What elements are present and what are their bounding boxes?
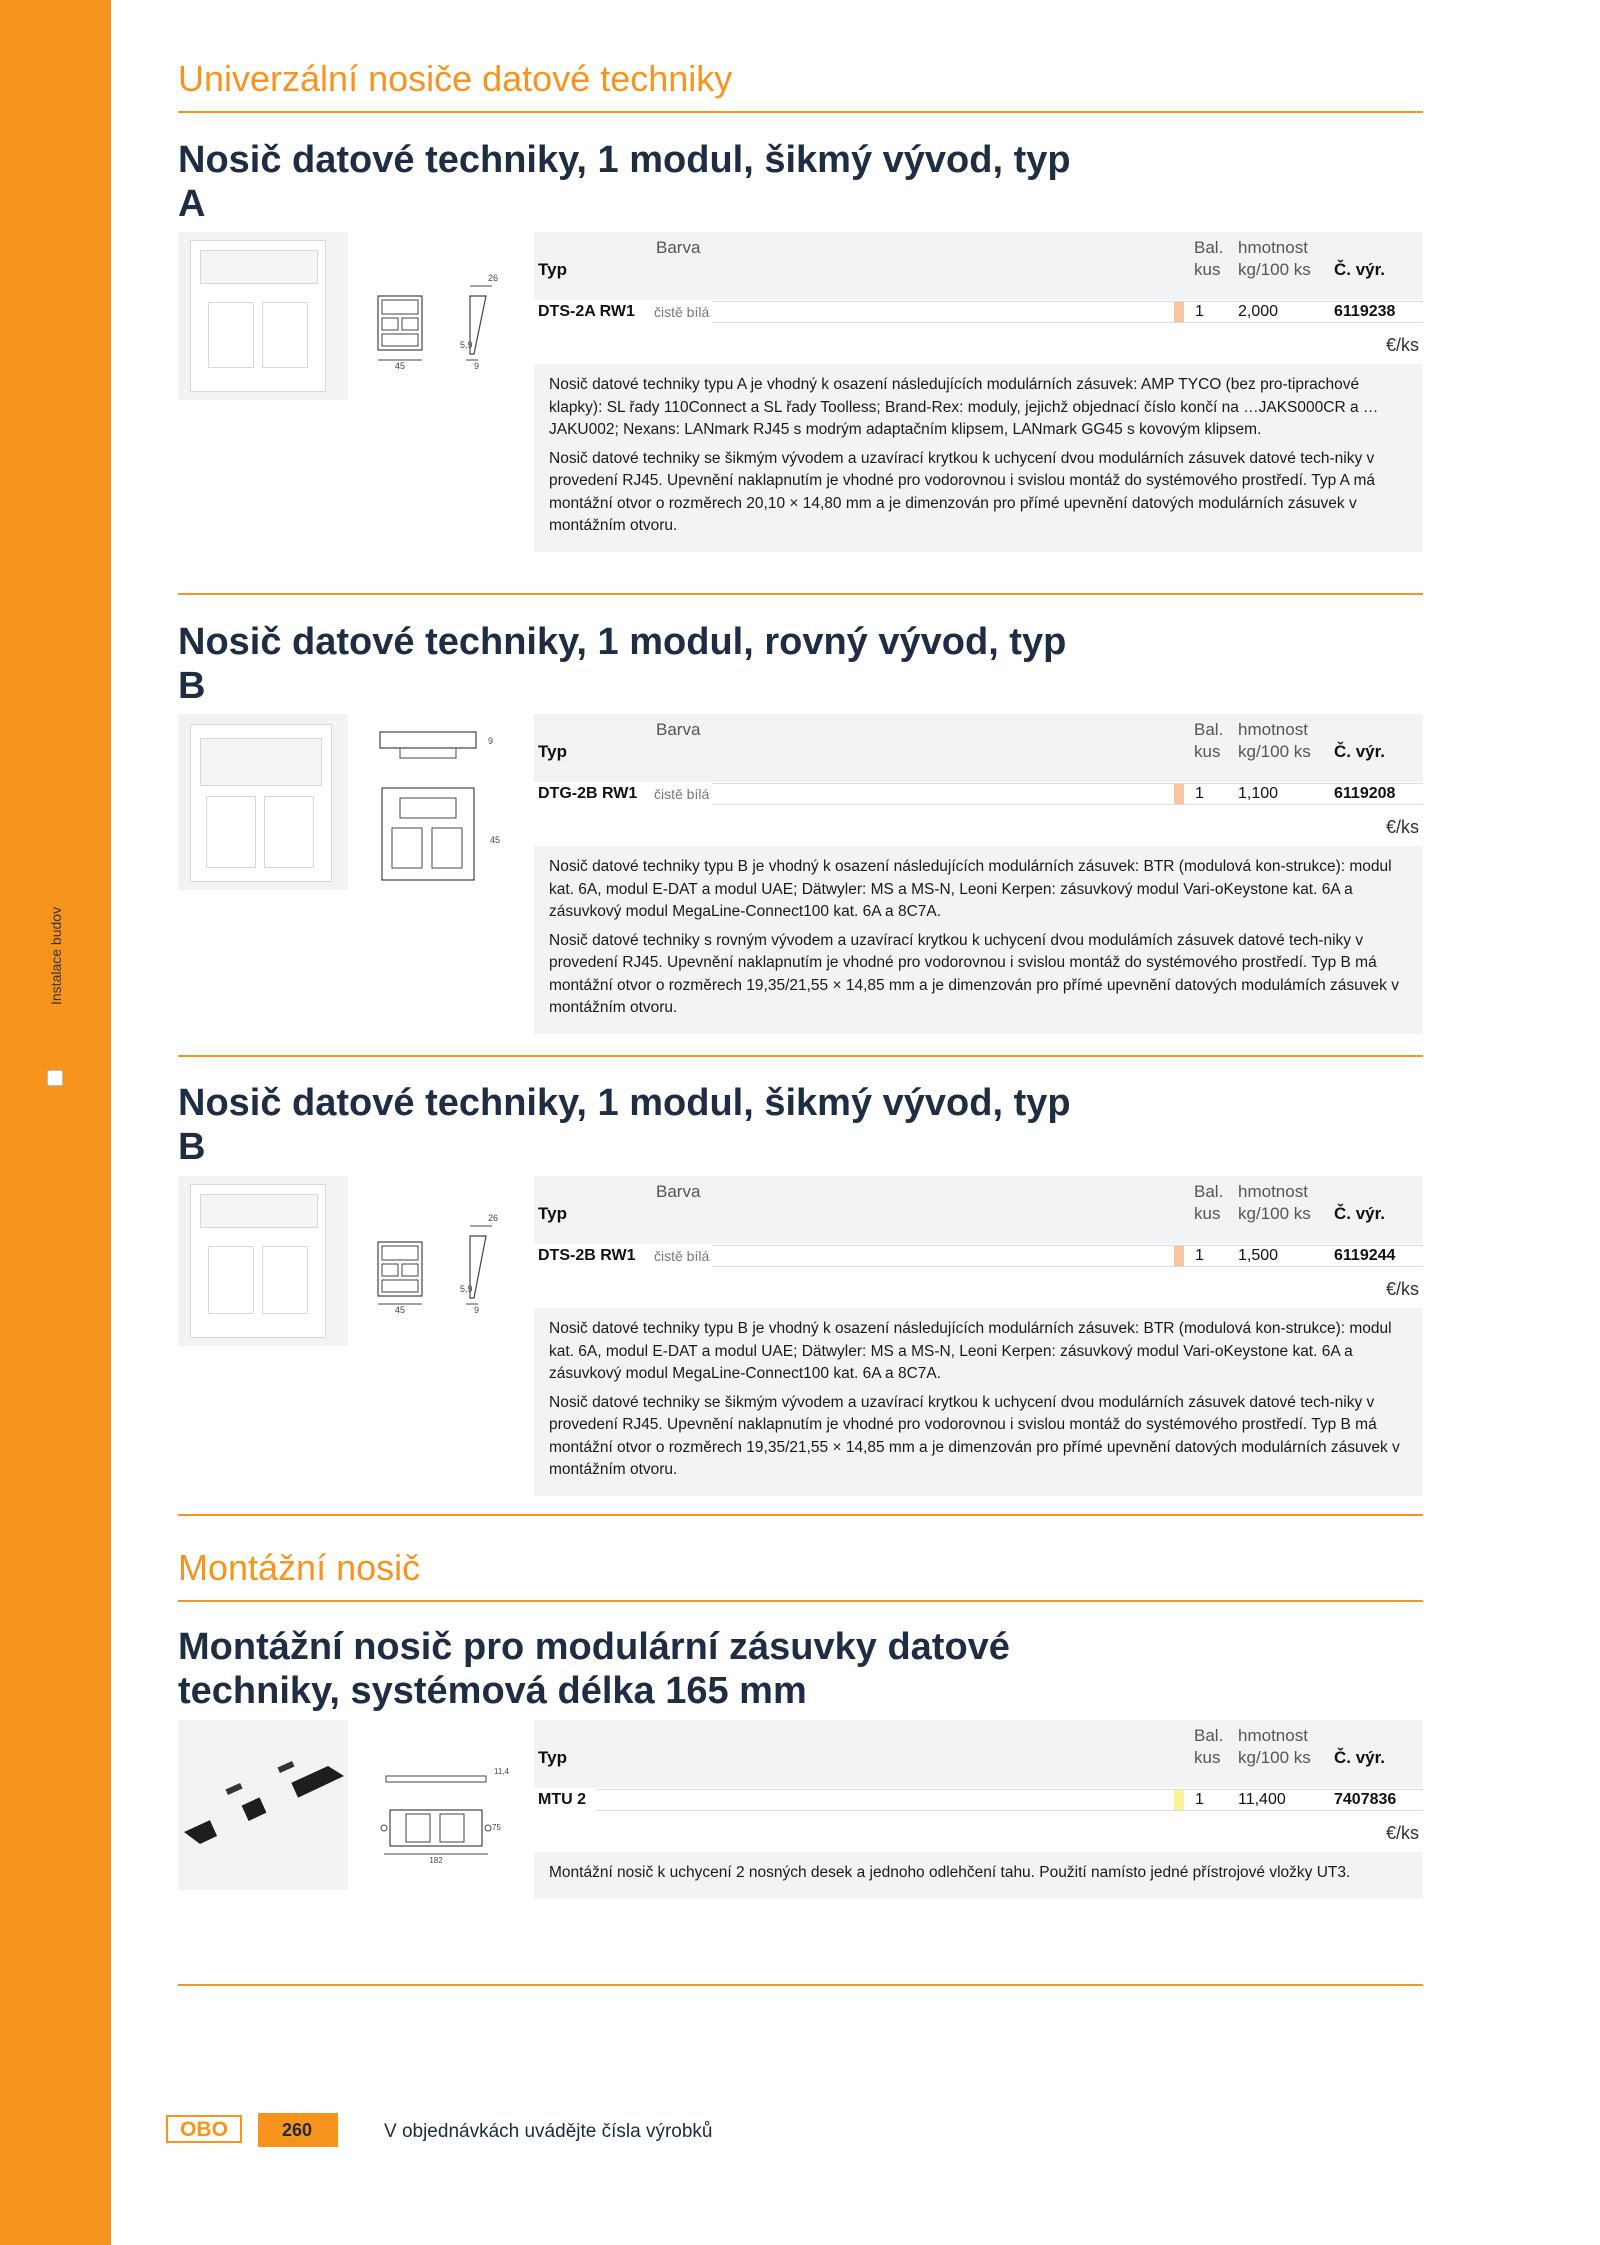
product-table bbox=[534, 232, 1423, 552]
header-kg: kg/100 ks bbox=[1238, 260, 1311, 279]
dim-label: 45 bbox=[490, 835, 501, 845]
product-color: čistě bílá bbox=[654, 304, 710, 320]
product-weight: 1,500 bbox=[1238, 1247, 1279, 1264]
table-row bbox=[534, 300, 1423, 323]
header-hmotnost: hmotnost bbox=[1238, 1182, 1308, 1201]
product-code: DTS-2B RW1 bbox=[538, 1247, 636, 1264]
header-cvyr: Č. výr. bbox=[1334, 260, 1386, 279]
description-paragraph: Nosič datové techniky se šikmým vývodem a uzavírací krytkou k uchycení dvou modulárních zásuvek datové tech-niky v provedení RJ45. Upevnění naklapnutím je vhodné pro vodorovnou i svislou montáž do systémového prostředí. Typ B má montážní otvor o rozměrech 19,35/21,55 × 14,85 mm a je dimenzován pro přímé upevnění datových modulárních zásuvek v montážním otvoru. bbox=[549, 1393, 1400, 1478]
row-fill bbox=[596, 1789, 1423, 1811]
header-bal: Bal. bbox=[1194, 1726, 1224, 1745]
header-bal: Bal. bbox=[1194, 720, 1224, 739]
technical-drawing bbox=[370, 1208, 510, 1318]
table-header bbox=[534, 714, 1423, 782]
dim-label: 75 bbox=[492, 1823, 501, 1832]
table-header bbox=[534, 232, 1423, 300]
color-swatch bbox=[1174, 784, 1184, 804]
section-divider bbox=[178, 1600, 1423, 1602]
table-row bbox=[534, 782, 1423, 805]
product-description bbox=[534, 846, 1423, 1034]
description-paragraph: Montážní nosič k uchycení 2 nosných desek a jednoho odlehčení tahu. Použití namísto jedné přístrojové vložky UT3. bbox=[549, 1864, 1351, 1881]
header-hmotnost: hmotnost bbox=[1238, 720, 1308, 739]
page-number: 260 bbox=[258, 2113, 338, 2147]
sidebar-band bbox=[0, 0, 111, 2245]
product-title: Nosič datové techniky, 1 modul, šikmý vývod, typ A bbox=[178, 139, 1071, 225]
product-code: DTG-2B RW1 bbox=[538, 785, 638, 802]
header-typ: Typ bbox=[538, 260, 567, 279]
header-bal: Bal. bbox=[1194, 238, 1224, 257]
description-paragraph: Nosič datové techniky typu B je vhodný k osazení následujících modulárních zásuvek: BTR (modulová kon-strukce): modul kat. 6A, modul E-DAT a modul UAE; Dätwyler: MS a MS-N, Leoni Kerpen: zásuvkový modul Vari-oKeystone kat. 6A a zásuvkový modul MegaLine-Connect100 kat. 6A a 8C7A. bbox=[549, 858, 1392, 920]
price-unit: €/ks bbox=[1385, 1823, 1419, 1843]
color-swatch bbox=[1174, 1246, 1184, 1266]
product-description bbox=[534, 1308, 1423, 1496]
section-divider bbox=[178, 1514, 1423, 1516]
product-description bbox=[534, 1852, 1423, 1899]
color-swatch bbox=[1174, 302, 1184, 322]
building-icon bbox=[47, 1070, 63, 1086]
product-weight: 1,100 bbox=[1238, 785, 1279, 802]
product-weight: 2,000 bbox=[1238, 303, 1279, 320]
dim-label: 9 bbox=[474, 1305, 480, 1315]
header-cvyr: Č. výr. bbox=[1334, 1204, 1386, 1223]
dim-label: 9 bbox=[474, 361, 480, 371]
sidebar-label: Instalace budov bbox=[48, 906, 64, 1005]
section-title-mount: Montážní nosič bbox=[178, 1547, 421, 1588]
header-kus: kus bbox=[1194, 742, 1221, 761]
header-typ: Typ bbox=[538, 1204, 567, 1223]
product-color: čistě bílá bbox=[654, 1248, 710, 1264]
section-divider bbox=[178, 593, 1423, 595]
header-kus: kus bbox=[1194, 1204, 1221, 1223]
product-qty: 1 bbox=[1195, 1247, 1204, 1264]
header-barva: Barva bbox=[656, 1182, 701, 1201]
color-swatch bbox=[1174, 1790, 1184, 1810]
product-code: MTU 2 bbox=[538, 1791, 586, 1808]
technical-drawing bbox=[370, 718, 510, 888]
header-typ: Typ bbox=[538, 1748, 567, 1767]
header-typ: Typ bbox=[538, 742, 567, 761]
row-fill bbox=[712, 301, 1423, 323]
dim-label: 9 bbox=[488, 736, 494, 746]
product-weight: 11,400 bbox=[1238, 1791, 1286, 1808]
product-number: 6119238 bbox=[1334, 303, 1396, 320]
table-row bbox=[534, 1244, 1423, 1267]
header-barva: Barva bbox=[656, 238, 701, 257]
product-qty: 1 bbox=[1195, 1791, 1204, 1808]
dim-label: 45 bbox=[394, 1305, 406, 1315]
product-code: DTS-2A RW1 bbox=[538, 303, 635, 320]
header-bal: Bal. bbox=[1194, 1182, 1224, 1201]
product-photo bbox=[178, 1720, 348, 1890]
dim-label: 5,9 bbox=[460, 1284, 473, 1294]
section-title-universal: Univerzální nosiče datové techniky bbox=[178, 58, 733, 99]
header-cvyr: Č. výr. bbox=[1334, 742, 1386, 761]
section-divider bbox=[178, 1984, 1423, 1986]
product-qty: 1 bbox=[1195, 785, 1204, 802]
header-barva: Barva bbox=[656, 720, 701, 739]
product-color: čistě bílá bbox=[654, 786, 710, 802]
header-hmotnost: hmotnost bbox=[1238, 1726, 1308, 1745]
price-unit: €/ks bbox=[1385, 817, 1419, 837]
header-kus: kus bbox=[1194, 1748, 1221, 1767]
product-photo bbox=[178, 714, 348, 890]
dim-label: 45 bbox=[394, 361, 406, 371]
description-paragraph: Nosič datové techniky se šikmým vývodem a uzavírací krytkou k uchycení dvou modulárních zásuvek datové tech-niky v provedení RJ45. Upevnění naklapnutím je vhodné pro vodorovnou i svislou montáž do systémového prostředí. Typ A má montážní otvor o rozměrech 20,10 × 14,80 mm a je dimenzován pro přímé upevnění datových modulárních zásuvek v montážním otvoru. bbox=[549, 449, 1375, 534]
row-fill bbox=[712, 1245, 1423, 1267]
product-photo bbox=[178, 1176, 348, 1346]
dim-label: 182 bbox=[429, 1856, 443, 1865]
product-table bbox=[534, 714, 1423, 1034]
header-kg: kg/100 ks bbox=[1238, 1204, 1311, 1223]
technical-drawing bbox=[370, 268, 510, 378]
product-qty: 1 bbox=[1195, 303, 1204, 320]
description-paragraph: Nosič datové techniky typu B je vhodný k osazení následujících modulárních zásuvek: BTR (modulová kon-strukce): modul kat. 6A, modul E-DAT a modul UAE; Dätwyler: MS a MS-N, Leoni Kerpen: zásuvkový modul Vari-oKeystone kat. 6A a zásuvkový modul MegaLine-Connect100 kat. 6A a 8C7A. bbox=[549, 1320, 1392, 1382]
dim-label: 5,9 bbox=[460, 340, 473, 350]
product-description bbox=[534, 364, 1423, 552]
product-number: 7407836 bbox=[1334, 1791, 1397, 1808]
product-number: 6119244 bbox=[1334, 1247, 1396, 1264]
row-fill bbox=[712, 783, 1423, 805]
product-title: Nosič datové techniky, 1 modul, šikmý vývod, typ B bbox=[178, 1082, 1071, 1168]
table-header bbox=[534, 1176, 1423, 1244]
technical-drawing bbox=[380, 1748, 509, 1868]
dim-label: 26 bbox=[488, 1213, 499, 1223]
product-table bbox=[534, 1176, 1423, 1496]
header-kus: kus bbox=[1194, 260, 1221, 279]
product-photo bbox=[178, 232, 348, 400]
section-divider bbox=[178, 1055, 1423, 1057]
description-paragraph: Nosič datové techniky typu A je vhodný k osazení následujících modulárních zásuvek: AMP TYCO (bez pro-tiprachové klapky): SL řady 110Connect a SL řady Toolless; Brand-Rex: moduly, jejichž objednací číslo končí na …JAKS000CR a …JAKU002; Nexans: LANmark RJ45 s modrým adaptačním klipsem, LANmark GG45 s kovovým klipsem. bbox=[549, 376, 1379, 438]
table-header bbox=[534, 1720, 1423, 1788]
product-table bbox=[534, 1720, 1423, 1899]
obo-logo bbox=[166, 2115, 242, 2143]
dim-label: 11,4 bbox=[494, 1767, 509, 1776]
header-hmotnost: hmotnost bbox=[1238, 238, 1308, 257]
header-cvyr: Č. výr. bbox=[1334, 1748, 1386, 1767]
header-kg: kg/100 ks bbox=[1238, 742, 1311, 761]
dim-label: 26 bbox=[488, 273, 499, 283]
section-divider bbox=[178, 111, 1423, 113]
mounting-frame-image bbox=[178, 1720, 348, 1890]
description-paragraph: Nosič datové techniky s rovným vývodem a uzavírací krytkou k uchycení dvou modulámích zásuvek datové tech-niky v provedení RJ45. Upevnění naklapnutím je vhodné pro vodorovnou i svislou montáž do systémového prostředí. Typ B má montážní otvor o rozměrech 19,35/21,55 × 14,85 mm a je dimenzován pro přímé upevnění datových modulámích zásuvek v montážním otvoru. bbox=[549, 931, 1399, 1016]
product-title: Montážní nosič pro modulární zásuvky datové techniky, systémová délka 165 mm bbox=[178, 1626, 1010, 1712]
price-unit: €/ks bbox=[1385, 1279, 1419, 1299]
product-title: Nosič datové techniky, 1 modul, rovný vývod, typ B bbox=[178, 621, 1067, 707]
price-unit: €/ks bbox=[1385, 335, 1419, 355]
product-number: 6119208 bbox=[1334, 785, 1396, 802]
table-row bbox=[534, 1788, 1423, 1811]
header-kg: kg/100 ks bbox=[1238, 1748, 1311, 1767]
logo-text: OBO bbox=[180, 2118, 228, 2141]
footer-text: V objednávkách uvádějte čísla výrobků bbox=[384, 2121, 713, 2142]
